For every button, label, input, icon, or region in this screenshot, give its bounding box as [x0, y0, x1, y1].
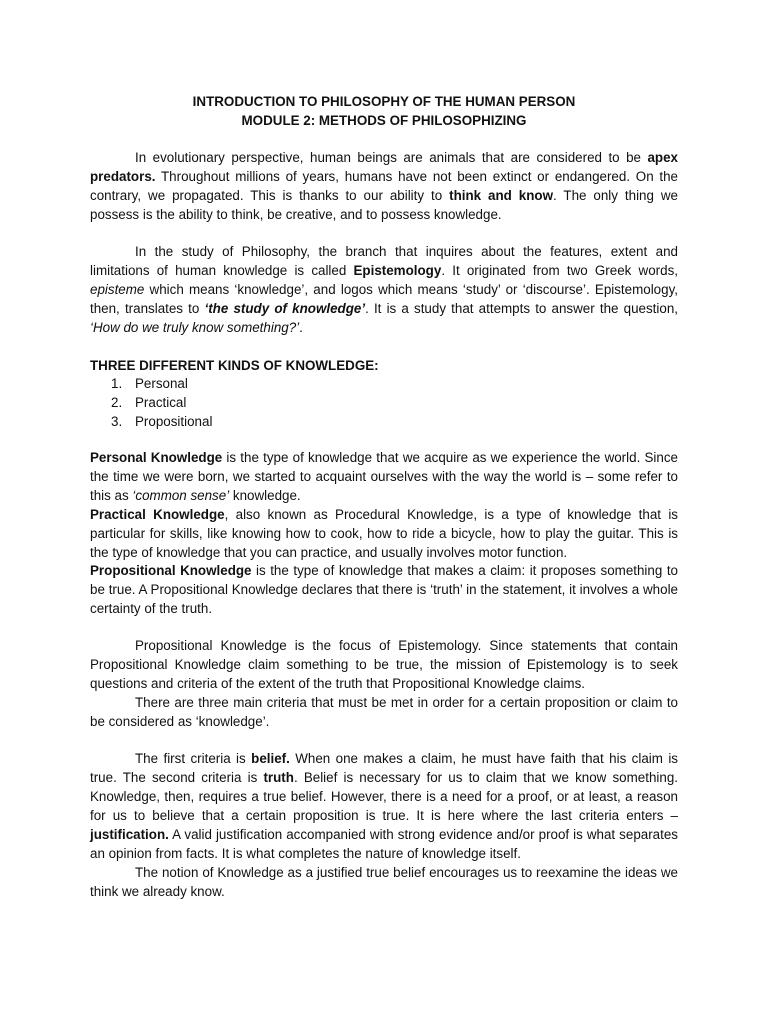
definition-practical: Practical Knowledge, also known as Procedural Knowledge, is a type of knowledge that is particular for skills, like knowing how to cook, how to ride a bicycle, how to play the guitar. This is the type of knowledge that you can practice, and usually involves motor function. — [90, 507, 678, 560]
list-item: 3. Propositional — [111, 414, 213, 429]
list-item: 2. Practical — [111, 395, 187, 410]
paragraph-belief-truth-justification: The first criteria is belief. When one makes a claim, he must have faith that his claim is true. The second criteria is truth. Belief is necessary for us to claim that we know something. Knowledge, then, requires a true belief. However, there is a need for a proof, or at least, a reason for us to believe that a certain proposition is true. It is here where the last criteria enters – justification. A valid justification accompanied with strong evidence and/or proof is what separates an opinion from facts. It is what completes the nature of knowledge itself. — [90, 751, 678, 861]
kinds-heading: THREE DIFFERENT KINDS OF KNOWLEDGE: — [90, 358, 379, 373]
definition-propositional: Propositional Knowledge is the type of knowledge that makes a claim: it proposes something to be true. A Propositional Knowledge declares that there is ‘truth’ in the statement, it involves a whole certainty of the truth. — [90, 563, 678, 616]
document-title: INTRODUCTION TO PHILOSOPHY OF THE HUMAN PERSON — [192, 94, 576, 109]
paragraph-epistemology: In the study of Philosophy, the branch that inquires about the features, extent and limitations of human knowledge is called Epistemology. It originated from two Greek words, episteme which means ‘knowledge’, and logos which means ‘study’ or ‘discourse’. Epistemology, then, translates to ‘the study of knowledge’. It is a study that attempts to answer the question, ‘How do we truly know something?’. — [90, 244, 678, 335]
paragraph-focus: Propositional Knowledge is the focus of Epistemology. Since statements that contain Propositional Knowledge claim something to be true, the mission of Epistemology is to seek questions and criteria of the extent of the truth that Propositional Knowledge claims. — [90, 638, 678, 691]
paragraph-conclusion: The notion of Knowledge as a justified true belief encourages us to reexamine the ideas we think we already know. — [90, 865, 678, 899]
module-title: MODULE 2: METHODS OF PHILOSOPHIZING — [241, 113, 527, 128]
paragraph-intro: In evolutionary perspective, human beings are animals that are considered to be apex predators. Throughout millions of years, humans have not been extinct or endangered. On the contrary, we propagated. This is thanks to our ability to think and know. The only thing we possess is the ability to think, be creative, and to possess knowledge. — [90, 150, 678, 222]
definition-personal: Personal Knowledge is the type of knowledge that we acquire as we experience the world. Since the time we were born, we started to acquaint ourselves with the way the world is – some refer to this as ‘common sense’ knowledge. — [90, 450, 679, 503]
list-item: 1. Personal — [111, 376, 188, 391]
paragraph-criteria: There are three main criteria that must be met in order for a certain proposition or claim to be considered as ‘knowledge’. — [90, 695, 678, 729]
kinds-list — [111, 374, 212, 431]
